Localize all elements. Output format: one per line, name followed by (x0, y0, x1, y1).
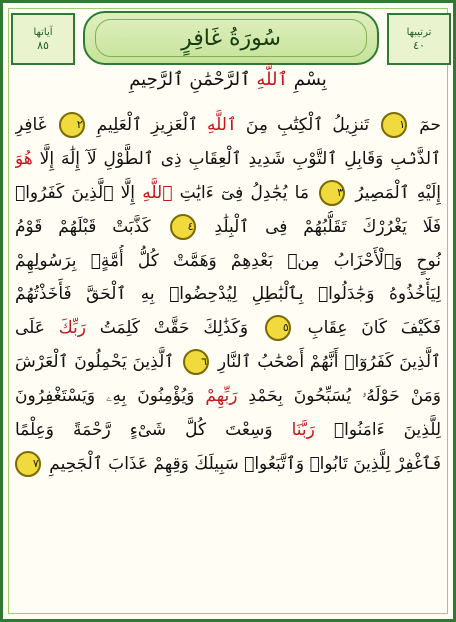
text-line (15, 278, 441, 312)
text-line (15, 448, 441, 482)
text-line (15, 380, 441, 414)
verse-number-marker: ٥ (265, 315, 291, 341)
verse-text-segment: كَذَّبَتْ قَبْلَهُمْ قَوْمُ (15, 216, 151, 237)
verse-number-marker: ٦ (183, 349, 209, 375)
verse-text-segment: تَنزِيلُ ٱلْكِتَٰبِ مِنَ (245, 115, 370, 135)
verse-text-segment: فَكَيْفَ كَانَ عِقَابِ (307, 318, 441, 339)
verse-count-value: ٨٥ (37, 38, 49, 52)
surah-title-band (83, 11, 379, 65)
verse-text-segment: لِلَّذِينَ ءَامَنُوا۟ (333, 420, 441, 441)
verse-text-segment: وَكَذَٰلِكَ حَقَّتْ كَلِمَتُ (99, 318, 249, 339)
verse-text-segment: إِلَّا ٱلَّذِينَ كَفَرُوا۟ (15, 182, 136, 203)
verse-text-segment: فَلَا يَغْرُرْكَ تَقَلُّبُهُمْ فِى ٱلْبِلَٰدِ (214, 216, 441, 237)
surah-order-value: ٤٠ (413, 38, 425, 52)
verse-text-segment: وَسِعْتَ كُلَّ شَىْءٍ رَّحْمَةً وَعِلْمًا (15, 420, 273, 441)
verse-text-segment: عَلَى (15, 318, 45, 339)
text-line (15, 177, 441, 211)
verse-number-marker: ١ (381, 112, 407, 138)
verse-number-marker: ٣ (319, 180, 345, 206)
divine-name-word: رَبَّنَا (291, 420, 315, 441)
verse-text-segment: ٱلَّذِينَ يَحْمِلُونَ ٱلْعَرْشَ (15, 352, 175, 373)
text-line (15, 245, 441, 279)
surah-order-label: ترتيبها (406, 26, 432, 38)
verse-text-segment: ٱلذَّنۢبِ وَقَابِلِ ٱلتَّوْبِ شَدِيدِ ٱلْعِقَابِ ذِى ٱلطَّوْلِ لَآ إِلَٰهَ إِلَّا (39, 148, 441, 169)
verse-text-segment: إِلَيْهِ ٱلْمَصِيرُ (355, 182, 441, 203)
text-line (15, 109, 441, 143)
verse-text-segment: وَيُؤْمِنُونَ بِهِۦ وَيَسْتَغْفِرُونَ (15, 386, 195, 407)
verse-text-segment: مَا يُجَٰدِلُ فِىٓ ءَايَٰتِ (179, 182, 309, 203)
divine-name-word: رَبِّهِمْ (205, 386, 238, 407)
verse-text-segment: وَمَنْ حَوْلَهُۥ يُسَبِّحُونَ بِحَمْدِ (248, 386, 441, 407)
basmala-allah: ٱللَّهِ (256, 69, 288, 90)
verse-text-segment: نُوحٍ وَٱلْأَحْزَابُ مِنۢ بَعْدِهِمْ وَهَمَّتْ كُلُّ أُمَّةٍۭ بِرَسُولِهِمْ (15, 250, 441, 271)
divine-name-word: ٱللَّهِ (142, 182, 173, 203)
verse-text-segment: لِيَأْخُذُوهُ وَجَٰدَلُوا۟ بِٱلْبَٰطِلِ لِيُدْحِضُوا۟ بِهِ ٱلْحَقَّ فَأَخَذْتُهُمْ (15, 284, 441, 305)
divine-name-word: ٱللَّهِ (206, 115, 237, 135)
surah-header (11, 9, 451, 67)
text-line (15, 143, 441, 177)
divine-name-word: هُوَ (15, 148, 33, 169)
verse-number-marker: ٢ (59, 112, 85, 138)
verse-text-segment: ٱلْعَزِيزِ ٱلْعَلِيمِ (96, 115, 198, 135)
verse-number-marker: ٧ (15, 451, 41, 477)
verse-text-segment: فَٱغْفِرْ لِلَّذِينَ تَابُوا۟ وَٱتَّبَعُوا۟ سَبِيلَكَ وَقِهِمْ عَذَابَ ٱلْجَحِيمِ (49, 453, 441, 474)
text-line (15, 414, 441, 448)
verse-text-segment: غَافِرِ (15, 115, 47, 135)
basmala (3, 69, 453, 103)
verse-number-marker: ٤ (170, 214, 196, 240)
basmala-pre: بِسْمِ (293, 69, 327, 90)
verse-text-segment: حمٓ (419, 115, 441, 135)
text-line (15, 346, 441, 380)
surah-order-box (387, 13, 451, 65)
text-line (15, 312, 441, 346)
verse-text-segment: ٱلَّذِينَ كَفَرُوٓا۟ أَنَّهُمْ أَصْحَٰبُ ٱلنَّارِ (217, 352, 441, 373)
divine-name-word: رَبِّكَ (58, 318, 86, 339)
surah-name: سُورَةُ غَافِرٍ (181, 25, 281, 51)
verse-count-box (11, 13, 75, 65)
verse-count-label: آياتها (33, 26, 53, 38)
basmala-post: ٱلرَّحْمَٰنِ ٱلرَّحِيمِ (129, 69, 251, 90)
verse-text (15, 109, 441, 609)
text-line (15, 211, 441, 245)
